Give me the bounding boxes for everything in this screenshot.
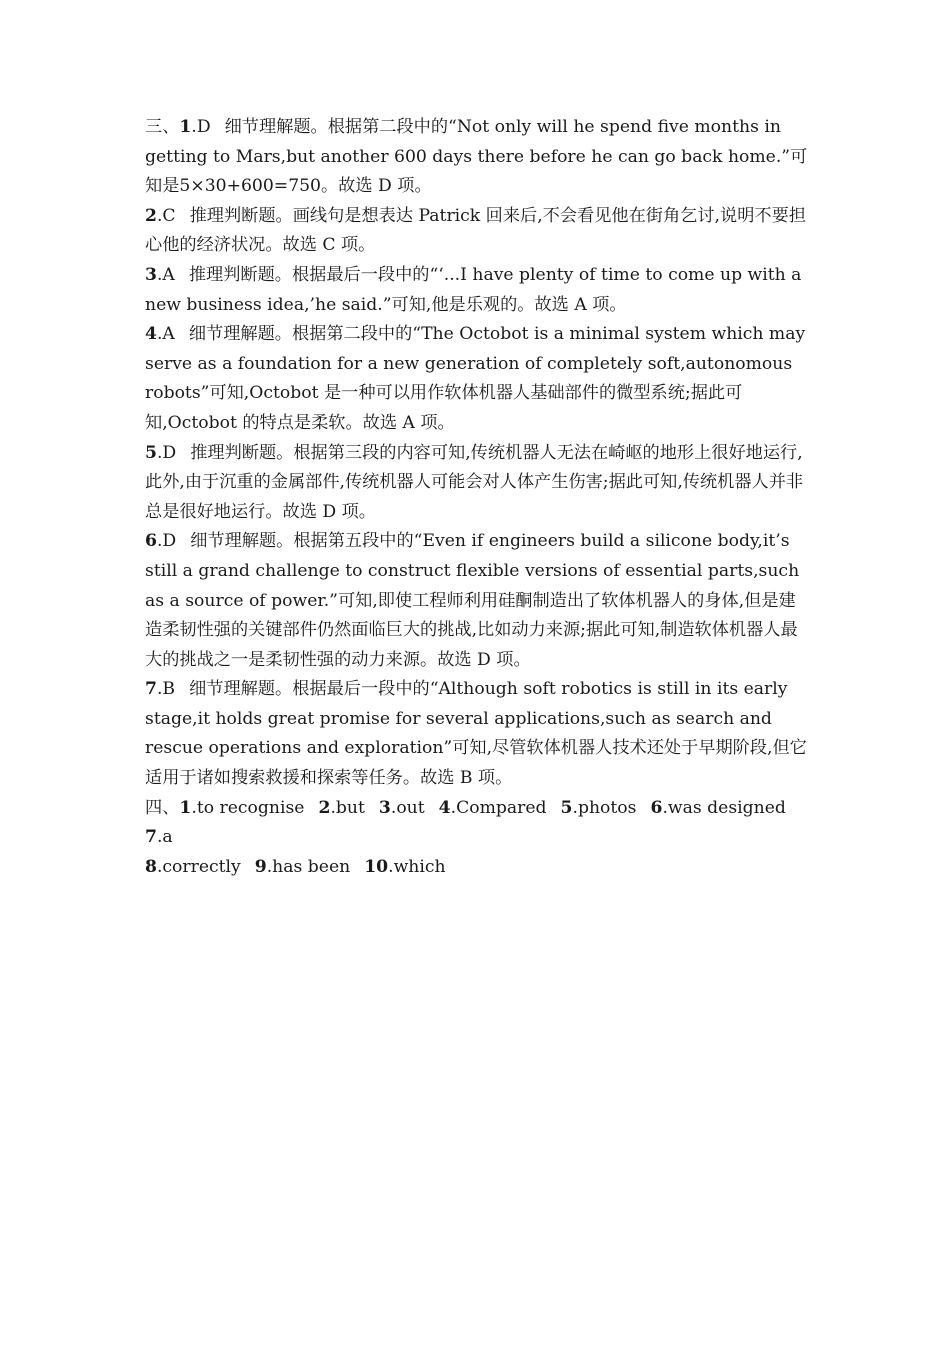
question-number: 1 [179, 117, 192, 137]
blank-word: .a [156, 827, 173, 848]
question-number: 3 [145, 264, 157, 285]
blank-word: .which [388, 856, 446, 877]
answer-choice: .B [156, 679, 176, 700]
blank-answer [255, 853, 350, 883]
blank-word: .to recognise [191, 797, 305, 818]
explanation-text: 推理判断题。根据最后一段中的“‘...I have plenty of time to come up with a new business idea,’he said.”可知,他是乐观的。故选 A 项。 [145, 264, 802, 315]
answer-choice: .D [156, 531, 177, 552]
blank-word: .has been [266, 856, 351, 877]
blank-word: .was designed [662, 797, 786, 818]
explanation-text: 细节理解题。根据最后一段中的“Although soft robotics is still in its early stage,it holds great promise for several applications,such as search and rescue operations and exploration”可知,尽管软体机器人技术还处于早期阶段,但它适用于诸如搜索救援和探索等任务。故选 B 项。 [145, 679, 807, 789]
blank-answer [650, 794, 785, 824]
section-marker: 四、 [145, 797, 180, 818]
blank-answer [364, 853, 445, 883]
section-marker: 三、 [145, 117, 180, 137]
answer-item [145, 202, 810, 261]
question-number: 4 [145, 324, 157, 345]
blank-word: .Compared [450, 797, 547, 818]
blank-number: 10 [364, 856, 389, 877]
answer-key-content [145, 113, 810, 882]
blank-word: .out [390, 797, 425, 818]
answer-item [145, 113, 810, 202]
cloze-answers [145, 794, 810, 883]
blank-number: 1 [179, 797, 192, 818]
question-number: 5 [145, 442, 157, 463]
explanation-text: 细节理解题。根据第二段中的“The Octobot is a minimal system which may serve as a foundation for a new generation of completely soft,autonomous robots”可知,Octobot 是一种可以用作软体机器人基础部件的微型系统;据此可知,Octobot 的特点是柔软。故选 A 项。 [145, 324, 806, 433]
blank-number: 5 [560, 797, 573, 818]
answer-choice: .D [156, 442, 177, 463]
blank-number: 4 [438, 797, 451, 818]
answer-choice: .D [191, 117, 211, 137]
explanation-text: 细节理解题。根据第五段中的“Even if engineers build a silicone body,it’s still a grand challenge to construct flexible versions of essential parts,such as a source of power.”可知,即使工程师利用硅酮制造出了软体机器人的身体,但是建造柔韧性强的关键部件仍然面临巨大的挑战,比如动力来源;据此可知,制造软体机器人最大的挑战之一是柔韧性强的动力来源。故选 D 项。 [145, 531, 800, 670]
blank-answer [145, 823, 173, 853]
question-number: 2 [145, 205, 157, 226]
question-number: 7 [145, 679, 157, 700]
blank-word: .correctly [156, 856, 241, 877]
blank-number: 8 [145, 856, 157, 877]
blank-number: 9 [254, 856, 267, 877]
blank-answer [318, 794, 364, 824]
answer-item [145, 320, 810, 438]
blank-answer [439, 794, 547, 824]
blank-word: .photos [572, 797, 637, 818]
blank-answer [145, 853, 241, 883]
explanation-text: 推理判断题。根据第三段的内容可知,传统机器人无法在崎岖的地形上很好地运行,此外,由于沉重的金属部件,传统机器人可能会对人体产生伤害;据此可知,传统机器人并非总是很好地运行。故选 D 项。 [145, 442, 804, 522]
question-number: 6 [145, 531, 157, 552]
answer-item [145, 439, 810, 528]
blank-number: 3 [378, 797, 391, 818]
answer-choice: .A [156, 324, 175, 345]
answer-item [145, 261, 810, 320]
explanation-text: 推理判断题。画线句是想表达 Patrick 回来后,不会看见他在街角乞讨,说明不要担心他的经济状况。故选 C 项。 [145, 205, 806, 256]
answer-item [145, 675, 810, 793]
blank-answer [379, 794, 425, 824]
answer-item [145, 527, 810, 675]
blank-number: 7 [145, 827, 157, 848]
blank-number: 6 [650, 797, 663, 818]
blank-word: .but [330, 797, 365, 818]
answer-choice: .C [156, 205, 176, 226]
blank-number: 2 [318, 797, 331, 818]
blank-answer [179, 794, 304, 824]
answer-choice: .A [156, 264, 175, 285]
explanation-text: 细节理解题。根据第二段中的“Not only will he spend five months in getting to Mars,but another 600 days there before he can go back home.”可知是5×30+600=750。故选 D 项。 [145, 117, 808, 197]
blank-answer [561, 794, 637, 824]
